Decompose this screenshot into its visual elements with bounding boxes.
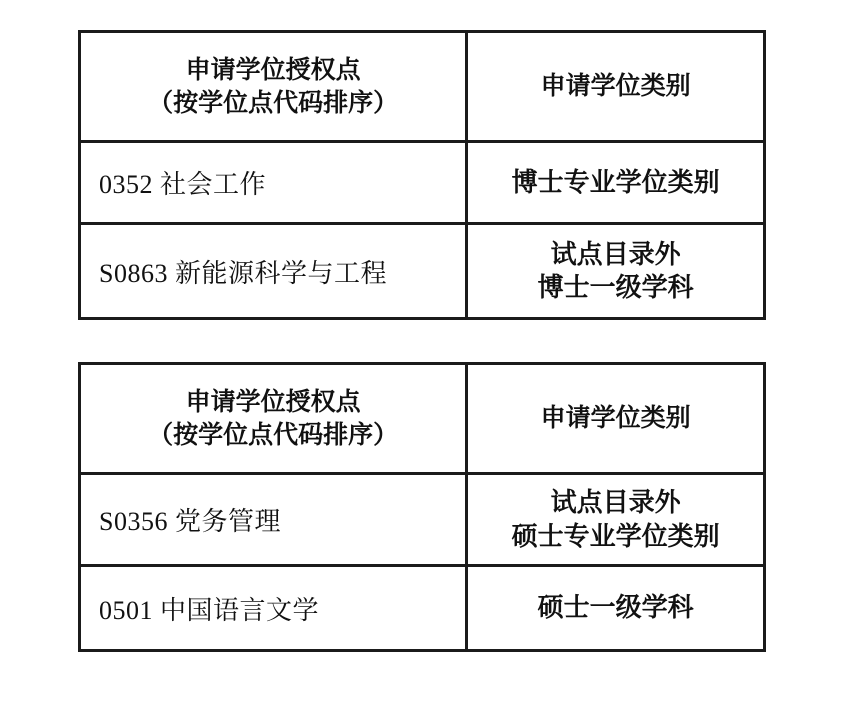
cell-degree-category: [468, 143, 763, 222]
header-line-2: （按学位点代码排序）: [148, 421, 399, 449]
degree-category-line: 博士一级学科: [537, 273, 694, 302]
authorization-point-text: S0356 党务管理: [99, 507, 281, 536]
cell-degree-category: [468, 475, 763, 564]
cell-degree-category: [468, 567, 763, 649]
table-row: [81, 143, 763, 225]
header-cell-authorization-point: [81, 33, 468, 140]
table-header-row: [81, 365, 763, 475]
cell-authorization-point: [81, 475, 468, 564]
table-header-row: [81, 33, 763, 143]
header-line-1: 申请学位授权点: [185, 56, 361, 84]
degree-category-line: 硕士一级学科: [537, 593, 694, 623]
authorization-point-text: 0501 中国语言文学: [99, 595, 320, 625]
table-row: [81, 567, 763, 649]
authorization-point-text: S0863 新能源科学与工程: [99, 258, 387, 288]
degree-category-line: 试点目录外: [550, 488, 681, 518]
degree-application-table-1: [78, 30, 766, 320]
cell-degree-category: [468, 225, 763, 317]
header-cell-degree-category: [468, 33, 763, 140]
degree-category-line: 博士专业学位类别: [511, 167, 720, 197]
header-label: 申请学位类别: [540, 73, 691, 100]
authorization-point-text: 0352 社会工作: [99, 170, 267, 199]
header-cell-degree-category: [468, 365, 763, 472]
cell-authorization-point: [81, 567, 468, 649]
table-row: [81, 475, 763, 567]
header-line-1: 申请学位授权点: [185, 388, 361, 416]
cell-authorization-point: [81, 225, 468, 317]
header-line-2: （按学位点代码排序）: [148, 89, 399, 117]
table-row: [81, 225, 763, 317]
degree-application-table-2: [78, 362, 766, 652]
degree-category-line: 硕士专业学位类别: [511, 521, 720, 551]
header-cell-authorization-point: [81, 365, 468, 472]
header-label: 申请学位类别: [540, 405, 691, 432]
cell-authorization-point: [81, 143, 468, 222]
degree-category-line: 试点目录外: [550, 239, 681, 269]
